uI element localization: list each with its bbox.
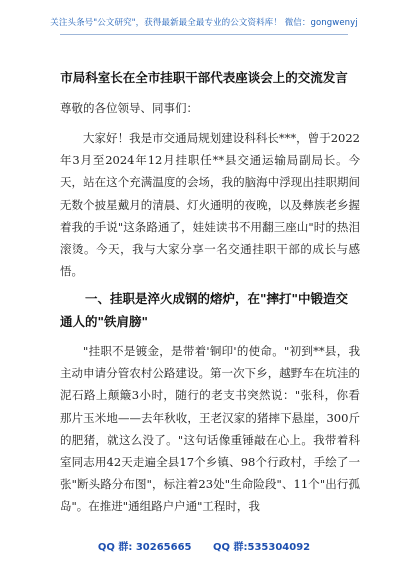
footer-qq-group-1: QQ 群: 30265665: [97, 542, 192, 553]
document-title: 市局科室长在全市挂职干部代表座谈会上的交流发言: [60, 70, 348, 85]
footer-qq-group-2: QQ 群:535304092: [213, 542, 311, 553]
paragraph-intro: 大家好！我是市交通局规划建设科科长***，曾于2022年3月至2024年12月挂职任**县交通运输局副局长。今天，站在这个充满温度的会场，我的脑海中浮现出挂职期间无数个披星戴月的清晨、灯火通明的夜晚，以及彝族老乡握着我的手说"这条路通了，娃娃读书不用翻三座山"时的热泪滚烫。今天，我与大家分享一名交通挂职干部的成长与感悟。: [60, 131, 360, 279]
header-banner: 关注头条号"公文研究"，获得最新最全最专业的公文资料库！ 微信：gongwenyj: [50, 18, 358, 28]
salutation: 尊敬的各位领导、同事们：: [60, 101, 198, 115]
header-divider: [60, 34, 348, 35]
footer-contact: [0, 538, 408, 553]
paragraph-body: "挂职不是镀金，是带着'铜印'的使命。"初到**县，我主动申请分管农村公路建设。第一次下乡，越野车在坑洼的泥石路上颠簸3小时，随行的老支书突然说："张科，你看那片玉米地——去年秋收，王老汉家的猪摔下悬崖，300斤的肥猪，就这么没了。"这句话像重锤敲在心上。我带着科室同志用42天走遍全县17个乡镇、98个行政村，手绘了一张"断头路分布图"，标注着23处"生命险段"、11个"出行孤岛"。在推进"通组路户户通"工程时，我: [60, 344, 360, 514]
section-heading: 一、挂职是淬火成钢的熔炉，在"摔打"中锻造交通人的"铁肩膀": [60, 291, 349, 329]
